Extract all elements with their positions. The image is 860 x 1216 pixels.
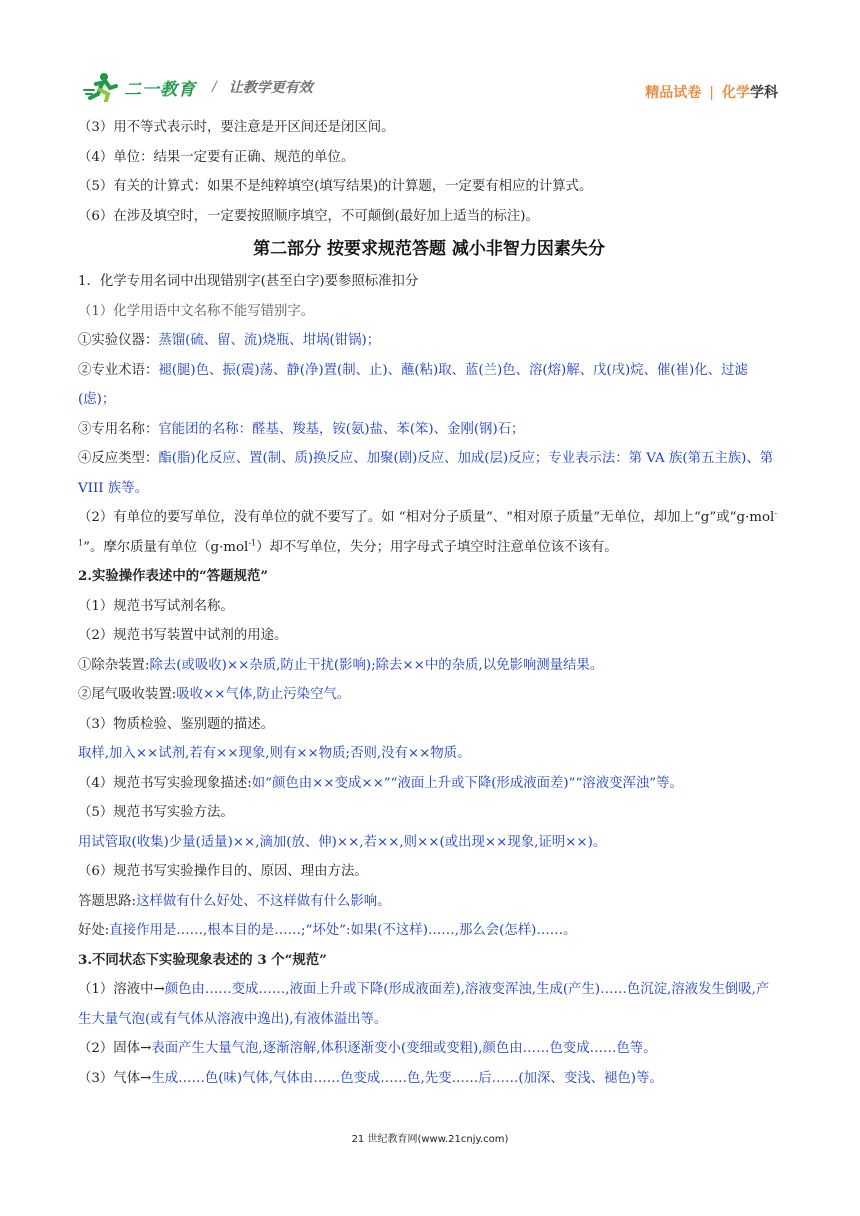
header-right [645,82,778,102]
item-text: 吸收××气体,防止污染空气。 [176,687,351,702]
runner-logo-icon [82,72,122,102]
list-item [78,916,780,946]
item-label: 答题思路: [78,893,137,909]
brand-slogan: 让教学更有效 [228,80,313,96]
text-line: （1）规范书写试剂名称。 [78,598,234,614]
text-line: 取样,加入××试剂,若有××现象,则有××物质;否则,没有××物质。 [78,746,471,761]
item-label: （4）规范书写实验现象描述: [78,775,252,791]
item-label: ④反应类型： [78,451,159,466]
header-slash: / [212,79,217,95]
header-label-premium: 精品试卷 [645,85,702,101]
item-text: 直接作用是……,根本目的是……;“坏处”:如果(不这样)……,那么会(怎样)……。 [109,923,577,938]
item-label: ①除杂装置: [78,657,150,673]
text-line: （3）用不等式表示时，要注意是开区间还是闭区间。 [78,120,395,135]
header-subject-suffix: 学科 [750,85,778,101]
list-item [78,887,780,917]
list-item [78,326,780,356]
brand-name: 二一教育 [124,79,196,100]
text-line: （6）在涉及填空时，一定要按照顺序填空，不可颠倒(最好加上适当的标注)。 [78,208,539,224]
list-item [78,769,780,799]
item-text: 官能团的名称：醛基、羧基，铵(氨)盐、苯(笨)、金刚(钢)石； [158,421,525,437]
item-text: 生成……色(味)气体,气体由……色变成……色,先变……后……(加深、变浅、褪色)等。 [151,1070,663,1086]
text-line: （3）物质检验、鉴别题的描述。 [78,716,274,732]
text-fragment: ）却不写单位，失分；用字母式子填空时注意单位该不该有。 [256,539,618,555]
text-line: （5）有关的计算式：如果不是纯粹填空(填写结果)的计算题，一定要有相应的计算式。 [78,179,593,194]
superscript: -1 [248,538,257,548]
item-label: ②专业术语： [78,362,159,378]
document-body [78,113,780,1093]
item-label: （3）气体→ [78,1070,152,1086]
section-heading-3: 3.不同状态下实验现象表述的 3 个“规范” [78,951,327,968]
page-footer: 21 世纪教育网(www.21cnjy.com) [351,1134,509,1145]
item-text: 如“颜色由××变成××”“液面上升或下降(形成液面差)”“溶液变浑浊”等。 [251,775,683,791]
item-text: 颜色由……变成……,液面上升或下降(形成液面差),溶液变浑浊,生成(产生)……色沉淀,溶液发生倒吸,产生大量气泡(或有气体从溶液中逸出),有液体溢出等。 [78,982,770,1027]
text-line [78,503,780,562]
section-heading-2: 2.实验操作表述中的“答题规范” [78,568,269,584]
text-line: （4）单位：结果一定要有正确、规范的单位。 [78,149,355,165]
text-line: （5）规范书写实验方法。 [78,805,234,820]
text-fragment: （2）有单位的要写单位，没有单位的就不要写了。如 “相对分子质量”、“相对原子质量”无单位，却加上“g”或“g·mol [78,510,775,525]
list-item [78,356,780,415]
item-label: ②尾气吸收装置: [78,687,177,702]
page-header [82,72,778,106]
list-item [78,651,780,681]
item-text: 表面产生大量气泡,逐渐溶解,体积逐渐变小(变细或变粗),颜色由……色变成……色等。 [151,1041,657,1056]
item-text: 酯(脂)化反应、置(制、质)换反应、加聚(剧)反应、加成(层)反应；专业表示法：第 VA 族(第五主族)、第 VIII 族等。 [78,451,774,496]
header-separator: | [709,85,714,101]
item-label: 好处: [78,923,110,938]
text-line: （1）化学用语中文名称不能写错别字。 [78,303,315,319]
text-line: （2）规范书写装置中试剂的用途。 [78,628,288,643]
list-item [78,415,780,445]
list-item [78,1034,780,1064]
section-heading-1: 1．化学专用名词中出现错别字(甚至白字)要参照标准扣分 [78,274,419,289]
item-label: （2）固体→ [78,1041,152,1056]
item-label: （1）溶液中→ [78,982,165,997]
superscript: -1 [78,508,778,548]
item-label: ③专用名称： [78,421,159,437]
header-subject: 化学 [722,85,750,101]
item-label: ①实验仪器： [78,333,159,348]
list-item [78,1064,780,1094]
text-line: 用试管取(收集)少量(适量)××,滴加(放、伸)××,若××,则××(或出现××现象,证明××)。 [78,834,607,850]
item-text: 除去(或吸收)××杂质,防止干扰(影响);除去××中的杂质,以免影响测量结果。 [149,657,604,673]
text-line: （6）规范书写实验操作目的、原因、理由方法。 [78,864,368,879]
brand-logo [82,72,313,102]
list-item [78,975,780,1034]
text-fragment: ”。摩尔质量有单位（g·mol [83,539,249,555]
list-item [78,444,780,503]
section-title: 第二部分 按要求规范答题 减小非智力因素失分 [253,239,605,259]
item-text: 蒸馏(硫、留、流)烧瓶、坩埚(钳锅)； [158,333,381,348]
item-text: 这样做有什么好处、不这样做有什么影响。 [136,893,391,909]
list-item [78,680,780,710]
item-text: 褪(腿)色、振(震)荡、静(净)置(制、止)、蘸(粘)取、蓝(兰)色、溶(熔)解、戊(戌)烷、催(崔)化、过滤(虑)； [78,362,748,407]
